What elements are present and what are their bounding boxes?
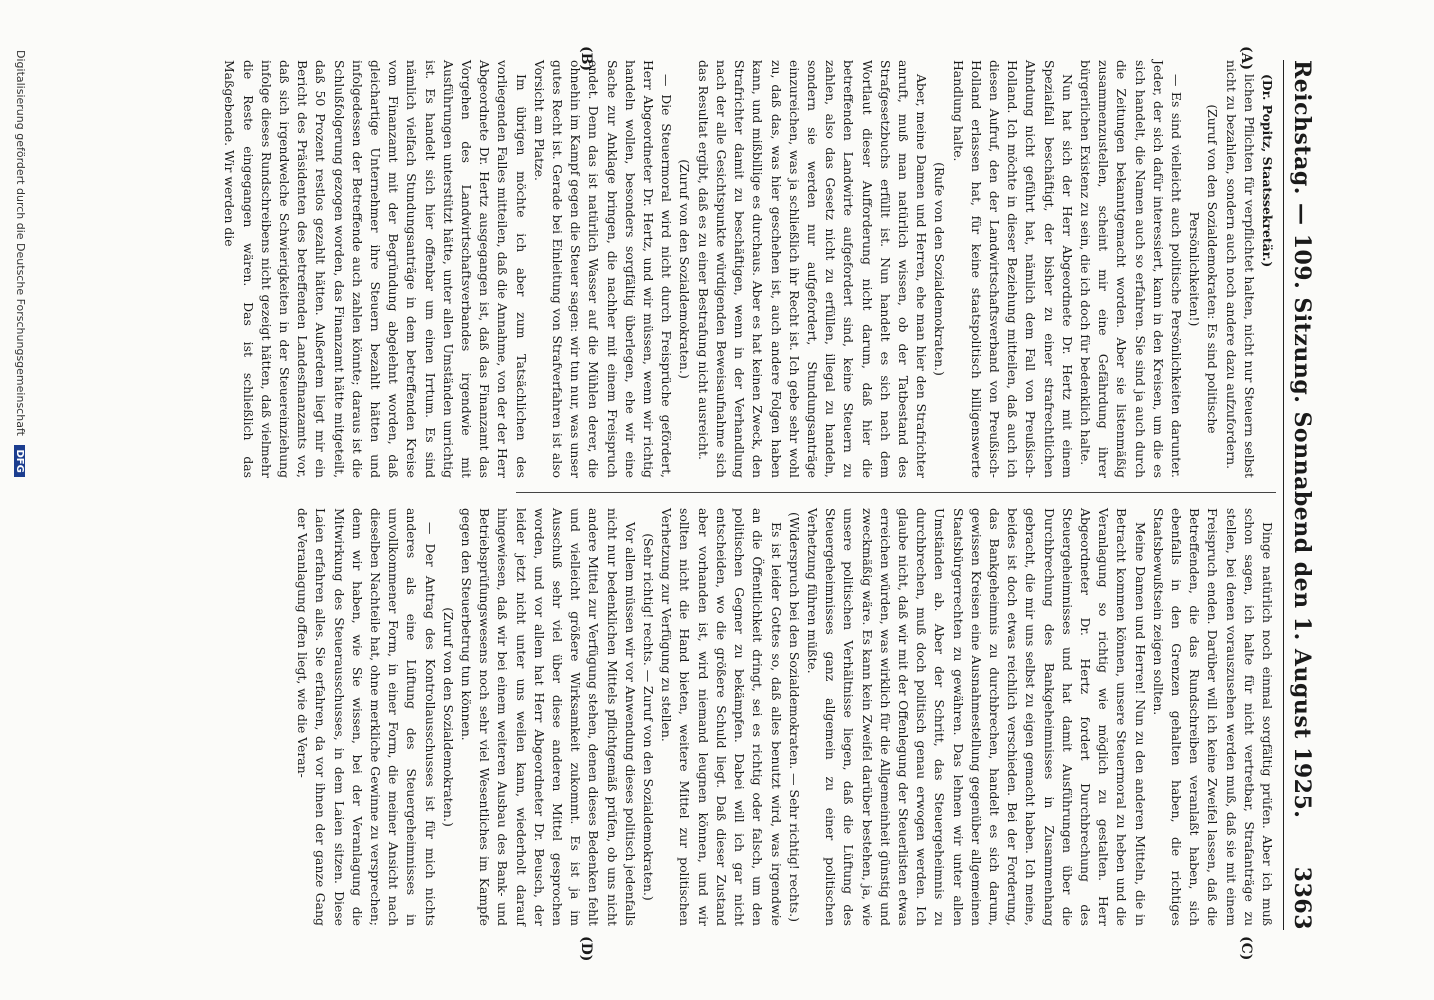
dfg-logo: DFG — [14, 445, 25, 476]
margin-marker-c: (C) — [1238, 936, 1254, 961]
paragraph: — Die Steuermoral wird nicht durch Freisprüche gefördert, Herr Abgeordneter Dr. Hertz, und wir müssen, wenn wir richtig handeln wollen, besonders sorgfältig überlegen, ehe wir eine Sache zur Anklage bringen, die nachher mit einem Freispruch endet. Denn das ist natürlich Wasser auf die Mühlen derer, die ohnehin im Kampf gegen die Steuer sagen: wir tun nur, was unser gutes Recht ist. Gerade bei Einleitung von Strafverfahren ist also Vorsicht am Platze. — [531, 60, 675, 478]
paragraph: lichen Pflichten für verpflichtet halten, nicht nur Steuern selbst nicht zu bezahlen, sondern auch noch andere dazu aufzufordern. — [1223, 60, 1257, 478]
paragraph: — Der Antrag des Kontrollausschusses ist für mich nichts anderes als eine Lüftung des Steuergeheimnisses in unvollkommener Form, in einer Form, die meiner Ansicht nach dieselben Nachteile hat, ohne merkliche Gewinne zu versprechen; denn wir haben, wie Sie wissen, bei der Veranlagung die Mitwirkung des Steuerausschusses, in dem Laien sitzen. Diese Laien erfahren alles. Sie erfahren, da vor ihnen der ganze Gang der Veranlagung offen liegt, wie die Veran- — [295, 508, 438, 926]
right-column — [295, 508, 1276, 926]
margin-marker-d: (D) — [578, 936, 594, 962]
paragraph: Nun hat sich der Herr Abgeordnete Dr. Hertz mit einem Spezialfall beschäftigt, der bisher zu einer strafrechtlichen Ahndung nicht geführt hat, nämlich dem Fall von Preußisch-Holland. Ich möchte in dieser Beziehung mitteilen, daß auch ich diesen Aufruf, den der Landwirtschaftsverband von Preußisch-Holland erlassen hat, für keine staatspolitisch billigenswerte Handlung halte. — [950, 60, 1075, 478]
paragraph: Es ist leider Gottes so, daß alles benutzt wird, was irgendwie an die Öffentlichkeit dringt, sei es richtig oder falsch, um den politischen Gegner zu bekämpfen. Dabei will ich gar nicht entscheiden, wo die größere Schuld liegt. Daß dieser Zustand aber vorhanden ist, wird niemand leugnen können, und wir sollten nicht die Hand bieten, weitere Mittel zur politischen Verhetzung zur Verfügung zu stellen. — [659, 508, 784, 926]
header-rule — [1283, 60, 1284, 930]
interjection: (Zuruf von den Sozialdemokraten.) — [677, 159, 693, 379]
speaker-label: (Dr. Popitz, Staatssekretär.) — [1260, 74, 1275, 268]
footer-text: Digitalisierung gefördert durch die Deutsche Forschungsgemeinschaft — [14, 50, 27, 436]
left-column — [222, 60, 1276, 479]
paragraph: Meine Damen und Herren! Nun zu den anderen Mitteln, die in Betracht kommen können, unsere Steuermoral zu heben und die Veranlagung so richtig wie möglich zu gestalten. Herr Abgeordneter Dr. Hertz fordert Durchbrechung des Steuergeheimnisses und hat damit Ausführungen über die Durchbrechung des Bankgeheimnisses in Zusammenhang gebracht, die mir uns selbst zu eigen gemacht haben. Ich meine, beides ist doch etwas reichlich verschieden. Bei der Forderung, das Bankgeheimnis zu durchbrechen, handelt es sich darum, gewissen Kreisen eine Ausnahmestellung gegenüber allgemeinen Staatsbürgerrechten zu gewähren. Das lehnen wir unter allen Umständen ab. Aber der Schritt, das Steuergeheimnis zu durchbrechen, muß doch politisch genau erwogen werden. Ich glaube nicht, daß wir mit der Offenlegung der Steuerlisten etwas erreichen würden, was wirklich für die Allgemeinheit günstig und zweckmäßig wäre. Es kann kein Zweifel darüber bestehen, ja, wie unsere politischen Verhältnisse liegen, daß die Lüftung des Steuergeheimnisses ganz allgemein zu einer politischen Verhetzung führen müßte. — [804, 508, 1148, 926]
margin-marker-a: (A) — [1238, 46, 1254, 71]
paragraph: Im übrigen möchte ich aber zum Tatsächlichen des vorliegenden Falles mitteilen, daß die Annahme, von der der Herr Abgeordnete Dr. Hertz ausgegangen ist, daß das Finanzamt das Vorgehen des Landwirtschaftsverbandes irgendwie mit Ausführungen unterstützt hätte, unter allen Umständen unrichtig ist. Es handelt sich hier offenbar um einen Irrtum. Es sind nämlich vielfach Stundungsanträge in dem betreffenden Kreise vom Finanzamt mit der Begründung abgelehnt worden, daß gleichartige Unternehmer ihre Steuern bezahlt hätten und infolgedessen der Betreffende auch zahlen könnte; daraus ist die Schlußfolgerung gezogen worden, das Finanzamt hätte mitgeteilt, daß 50 Prozent restlos gezahlt hätten. Außerdem liegt mir ein Bericht des Präsidenten des betreffenden Landesfinanzamts vor, daß sich irgendwelche Schwierigkeiten in der Steuereinziehung infolge dieses Rundschreibens nicht gezeigt hätten, daß vielmehr die Reste eingegangen wären. Das ist schließlich das Maßgebende. Wir werden die — [222, 60, 529, 479]
paragraph: Dinge natürlich noch einmal sorgfältig prüfen. Aber ich muß schon sagen, ich halte für nicht vertretbar, Strafanträge zu stellen, bei denen vorauszusehen werden muß, daß sie mit einem Freispruch enden. Darüber will ich keine Zweifel lassen, daß die Betreffenden, die das Rundschreiben veranlaßt haben, sich ebenfalls in den Grenzen gehalten haben, die richtiges Staatsbewußtsein zeigen sollten. — [1150, 508, 1275, 926]
paragraph: — Es sind vielleicht auch politische Persönlichkeiten darunter. Jeder, der sich dafür interessiert, kann in den Kreisen, um die es sich handelt, die Namen auch so erfahren. Sie sind ja auch durch die Zeitungen bekanntgemacht worden. Aber sie listenmäßig zusammenzustellen, scheint mir eine Gefährdung ihrer bürgerlichen Existenz zu sein, die ich doch für bedenklich halte. — [1077, 60, 1184, 478]
interjection: (Widerspruch bei den Sozialdemokraten. — Sehr richtig! rechts.) — [786, 511, 802, 923]
paragraph: Vor allem müssen wir vor Anwendung dieses politisch jedenfalls nicht nur bedenklichen Mittels pflichtgemäß prüfen, ob uns nicht andere Mittel zur Verfügung stehen, denen dieses Bedenken fehlt und vielleicht größere Wirksamkeit zukommt. Es ist ja im Ausschuß sehr viel über diese anderen Mittel gesprochen worden, und vor allem hat Herr Abgeordneter Dr. Beusch, der leider jetzt nicht unter uns weilen kann, wiederholt darauf hingewiesen, daß wir bei einem weiteren Ausbau des Bank- und Betriebsprüfungswesens noch sehr viel Wesentliches im Kampfe gegen den Steuerbetrug tun können. — [459, 508, 638, 926]
paragraph: Aber, meine Damen und Herren, ehe man hier den Strafrichter anruft, muß man natürlich wissen, ob der Tatbestand des Strafgesetzbuchs erfüllt ist. Nun handelt es sich nach dem Wortlaut dieser Aufforderung nicht darum, daß hier die betreffenden Landwirte aufgefordert sind, keine Steuern zu zahlen, also das Gesetz nicht zu erfüllen, illegal zu handeln, sondern sie werden nur aufgefordert, Stundungsanträge einzureichen, was ja schließlich ihr Recht ist. Ich gebe sehr wohl zu, daß das, was hier geschehen ist, auch andere Folgen haben kann, und mißbillige es durchaus. Aber es hat keinen Zweck, den Strafrichter damit zu beschäftigen, wenn in der Verhandlung nach der alle Gesichtspunkte würdigenden Beweisaufnahme sich das Resultat ergibt, daß es zu einer Bestrafung nicht ausreicht. — [695, 60, 930, 478]
margin-marker-b: (B) — [578, 46, 594, 72]
interjection: (Zuruf von den Sozialdemokraten.) — [440, 607, 456, 827]
interjection: (Zuruf von den Sozialdemokraten: Es sind politische Persönlichkeiten!) — [1187, 104, 1221, 434]
page-number: 3363 — [1289, 866, 1315, 930]
page-header — [1282, 60, 1322, 930]
interjection: (Rufe von den Sozialdemokraten.) — [932, 162, 948, 376]
header-title: Reichstag. — 109. Sitzung. Sonnabend den 1. August 1925. — [1289, 60, 1315, 819]
column-divider — [516, 492, 1276, 493]
interjection: (Sehr richtig! rechts. — Zuruf von den Sozialdemokraten.) — [641, 533, 657, 901]
digitization-footer — [14, 50, 27, 477]
